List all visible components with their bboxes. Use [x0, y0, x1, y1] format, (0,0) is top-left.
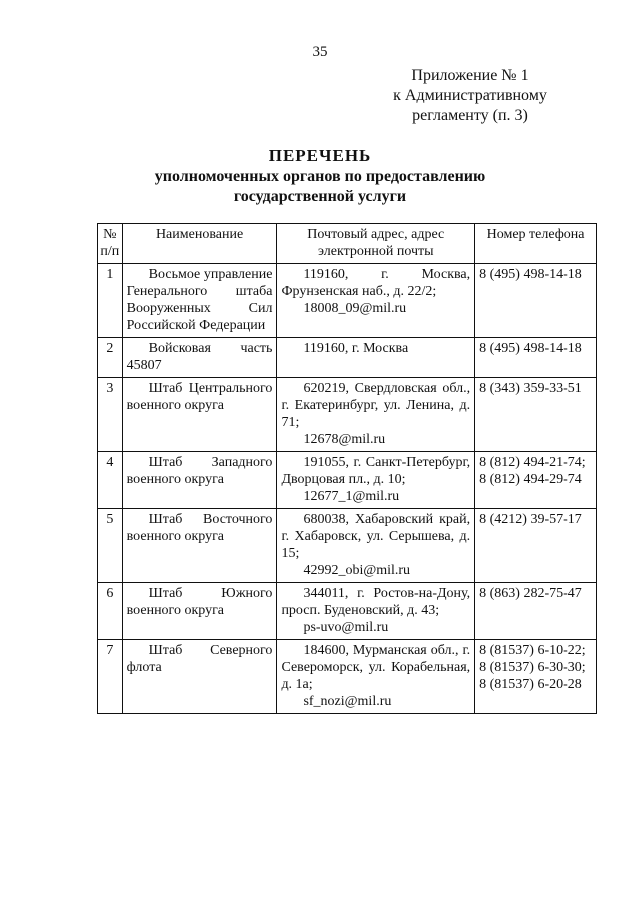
header-number: № п/п — [98, 224, 123, 264]
table-row — [98, 640, 597, 714]
postal-address — [277, 583, 475, 640]
title-subline: уполномоченных органов по предоставлению — [154, 168, 486, 185]
phone-number: 8 (495) 498-14-18 — [475, 264, 597, 338]
header-address: Почтовый адрес, адрес электронной почты — [277, 224, 475, 264]
appendix-note — [360, 66, 580, 126]
email-text: ps-uvo@mil.ru — [303, 620, 389, 635]
address-text: 184600, Мурманская обл., г. Североморск, ул. Корабельная, д. 1а; — [281, 643, 471, 692]
row-number: 5 — [98, 509, 123, 583]
document-title — [0, 145, 640, 207]
authority-name — [122, 338, 277, 378]
authority-name-text: Штаб Западного военного округа — [126, 455, 273, 487]
address-text: 344011, г. Ростов-на-Дону, просп. Буденовский, д. 43; — [281, 586, 471, 618]
row-number: 1 — [98, 264, 123, 338]
authority-name — [122, 640, 277, 714]
page-number: 35 — [312, 44, 328, 60]
title-heading: ПЕРЕЧЕНЬ — [268, 146, 372, 165]
email-text: 12677_1@mil.ru — [303, 489, 400, 504]
row-number: 6 — [98, 583, 123, 640]
appendix-line: Приложение № 1 — [411, 67, 529, 84]
row-number: 4 — [98, 452, 123, 509]
table-row — [98, 378, 597, 452]
postal-address — [277, 378, 475, 452]
table-header-row — [98, 224, 597, 264]
table-row — [98, 452, 597, 509]
table-row — [98, 509, 597, 583]
title-subline: государственной услуги — [233, 188, 407, 205]
row-number: 2 — [98, 338, 123, 378]
authority-name — [122, 583, 277, 640]
authority-name — [122, 509, 277, 583]
phone-number: 8 (863) 282-75-47 — [475, 583, 597, 640]
address-text: 119160, г. Москва, Фрунзенская наб., д. 22/2; — [281, 267, 471, 299]
header-phone: Номер телефона — [475, 224, 597, 264]
address-text: 680038, Хабаровский край, г. Хабаровск, ул. Серышева, д. 15; — [281, 512, 471, 561]
table-row — [98, 264, 597, 338]
email-text: 18008_09@mil.ru — [303, 301, 407, 316]
authority-name-text: Штаб Южного военного округа — [126, 586, 273, 618]
authority-name-text: Штаб Северного флота — [126, 643, 273, 675]
email-text: 42992_obi@mil.ru — [303, 563, 411, 578]
authority-name — [122, 378, 277, 452]
address-text: 620219, Свердловская обл., г. Екатеринбург, ул. Ленина, д. 71; — [281, 381, 471, 430]
email-text: 12678@mil.ru — [303, 432, 386, 447]
appendix-line: к Административному — [393, 87, 547, 104]
authority-name-text: Войсковая часть 45807 — [126, 341, 273, 373]
table-row — [98, 583, 597, 640]
postal-address — [277, 264, 475, 338]
row-number: 3 — [98, 378, 123, 452]
authority-name-text: Штаб Центрального военного округа — [126, 381, 273, 413]
phone-number: 8 (343) 359-33-51 — [475, 378, 597, 452]
appendix-line: регламенту (п. 3) — [412, 107, 528, 124]
phone-number: 8 (4212) 39-57-17 — [475, 509, 597, 583]
authority-name — [122, 264, 277, 338]
phone-number: 8 (812) 494-21-74; 8 (812) 494-29-74 — [475, 452, 597, 509]
authorities-table — [97, 223, 597, 714]
phone-number: 8 (495) 498-14-18 — [475, 338, 597, 378]
address-text: 191055, г. Санкт-Петербург, Дворцовая пл., д. 10; — [281, 455, 471, 487]
authority-name — [122, 452, 277, 509]
email-text: sf_nozi@mil.ru — [303, 694, 392, 709]
address-text: 119160, г. Москва — [303, 341, 409, 356]
postal-address — [277, 452, 475, 509]
postal-address — [277, 640, 475, 714]
authority-name-text: Штаб Восточного военного округа — [126, 512, 273, 544]
row-number: 7 — [98, 640, 123, 714]
phone-number: 8 (81537) 6-10-22; 8 (81537) 6-30-30; 8 (81537) 6-20-28 — [475, 640, 597, 714]
table-row — [98, 338, 597, 378]
postal-address — [277, 338, 475, 378]
header-name: Наименование — [122, 224, 277, 264]
postal-address — [277, 509, 475, 583]
authority-name-text: Восьмое управление Генерального штаба Вооруженных Сил Российской Федерации — [126, 267, 273, 333]
